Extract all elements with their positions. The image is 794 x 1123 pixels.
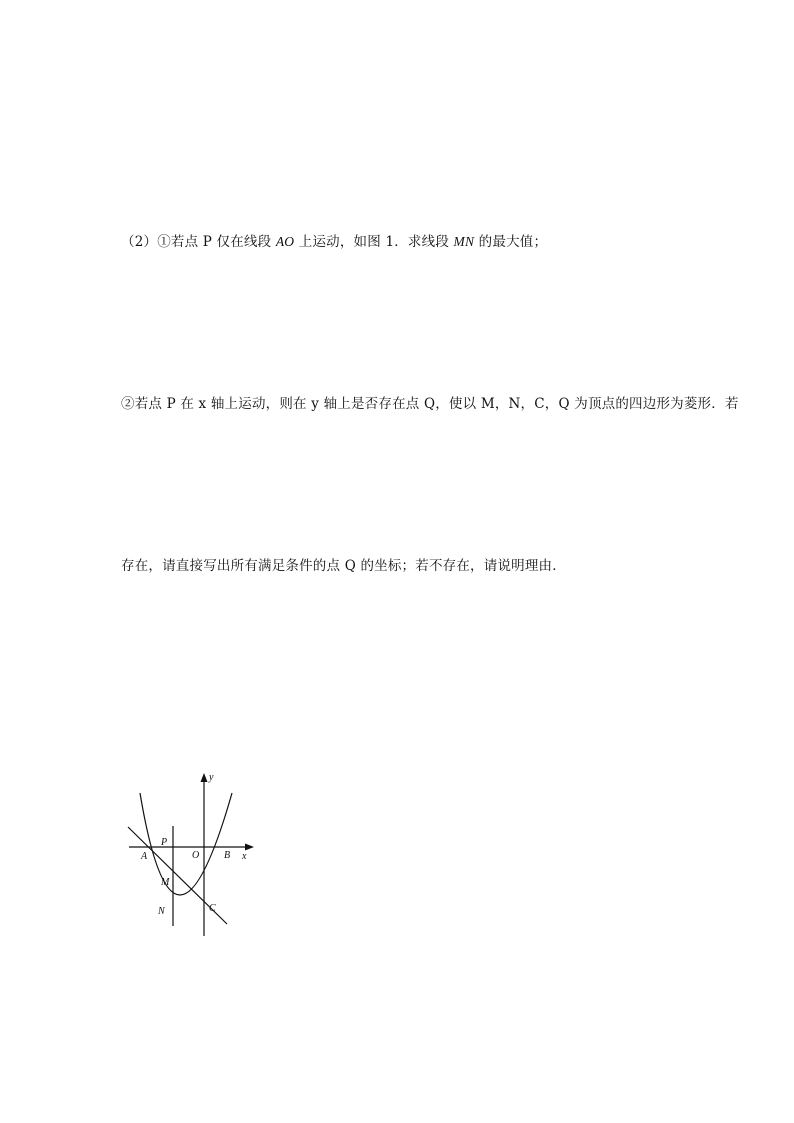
label-a: A <box>141 851 148 862</box>
label-m: M <box>161 877 170 888</box>
label-c: C <box>209 903 216 914</box>
question-2-part-2-line-2: 存在，请直接写出所有满足条件的点 Q 的坐标；若不存在，请说明理由． <box>121 558 566 574</box>
question-2-part-2-line-1: ②若点 P 在 x 轴上运动，则在 y 轴上是否存在点 Q，使以 M，N，C，Q 为顶点的四边形为菱形．若 <box>121 396 739 412</box>
segment-ao: AO <box>275 234 295 249</box>
label-x: x <box>242 851 247 862</box>
q2a-middle: 上运动，如图 1．求线段 <box>294 234 454 250</box>
q2a-prefix: （2）①若点 P 仅在线段 <box>121 234 276 250</box>
segment-mn: MN <box>453 234 475 249</box>
label-n: N <box>158 906 165 917</box>
label-o: O <box>192 850 200 861</box>
question-2-part-1 <box>121 233 547 251</box>
q2a-suffix: 的最大值； <box>474 234 548 250</box>
label-y: y <box>209 772 214 783</box>
label-b: B <box>224 850 231 861</box>
x-axis-arrow <box>245 844 254 851</box>
parabola <box>140 793 232 895</box>
label-p: P <box>161 837 168 848</box>
y-axis-arrow <box>201 773 208 782</box>
figure-1-parabola-diagram <box>126 768 266 940</box>
